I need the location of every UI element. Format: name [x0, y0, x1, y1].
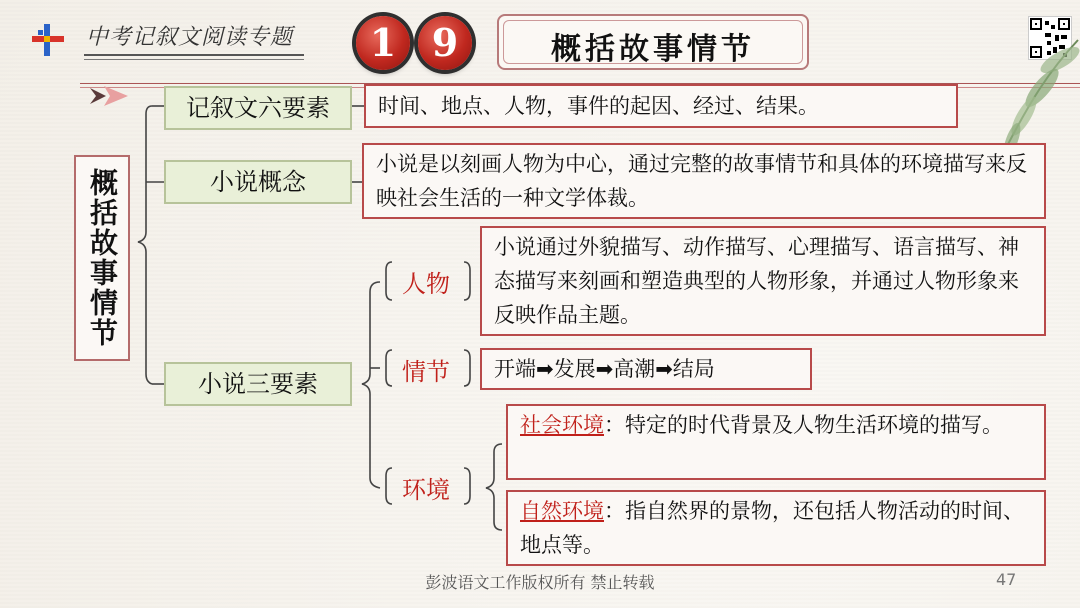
plot-label: 情节 — [402, 358, 450, 386]
root-node — [74, 155, 130, 361]
character-label: 人物 — [402, 270, 450, 298]
social-environment-content: ：特定的时代背景及人物生活环境的描写。 — [604, 413, 1003, 437]
natural-environment-content: ：指自然界的景物，还包括人物活动的时间、地点等。 — [520, 499, 1024, 557]
three-elements-label: 小说三要素 — [164, 362, 352, 406]
novel-concept-content: 小说是以刻画人物为中心，通过完整的故事情节和具体的环境描写来反映社会生活的一种文学体裁。 — [362, 143, 1046, 219]
six-elements-label: 记叙文六要素 — [164, 86, 352, 130]
six-elements-content: 时间、地点、人物，事件的起因、经过、结果。 — [364, 84, 958, 128]
page-number: 47 — [996, 570, 1017, 589]
social-environment-box — [506, 404, 1046, 480]
novel-concept-label: 小说概念 — [164, 160, 352, 204]
number-digit-1: 1 — [356, 16, 410, 70]
natural-environment-box — [506, 490, 1046, 566]
environment-label: 环境 — [402, 476, 450, 504]
page-title: 概括故事情节 — [551, 32, 755, 67]
plot-content: 开端➡发展➡高潮➡结局 — [480, 348, 812, 390]
social-environment-term: 社会环境 — [520, 413, 604, 437]
number-digit-2: 9 — [418, 16, 472, 70]
root-node-label: 概括故事情节 — [86, 168, 119, 348]
character-content: 小说通过外貌描写、动作描写、心理描写、语言描写、神态描写来刻画和塑造典型的人物形象，并通过人物形象来反映作品主题。 — [480, 226, 1046, 336]
series-title: 中考记叙文阅读专题 — [86, 25, 294, 50]
natural-environment-term: 自然环境 — [520, 499, 604, 523]
copyright-footer: 彭波语文工作版权所有 禁止转载 — [425, 573, 655, 592]
